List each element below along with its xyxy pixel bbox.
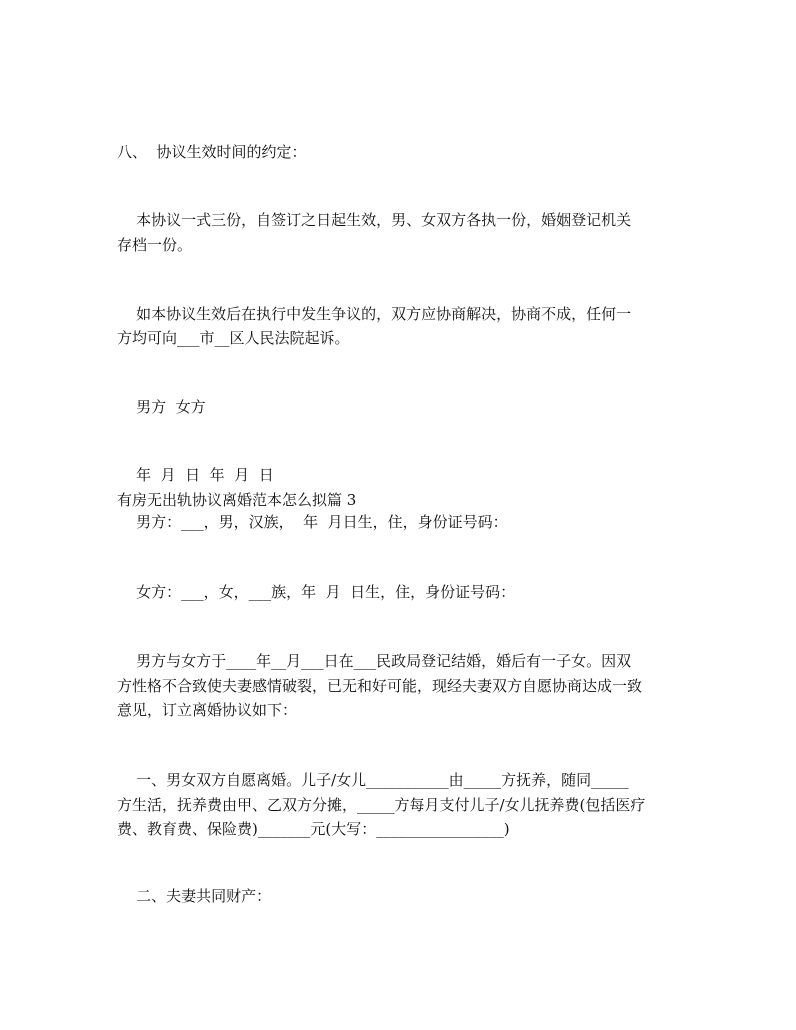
paragraph-1-line-1: 本协议一式三份，自签订之日起生效，男、女双方各执一份，婚姻登记机关	[117, 211, 632, 229]
clause-2-heading: 二、夫妻共同财产：	[117, 887, 272, 905]
paragraph-3-line-3: 意见，订立离婚协议如下：	[117, 701, 298, 719]
male-party-info: 男方：___，男，汉族， 年 月日生，住，身份证号码：	[117, 513, 508, 531]
signature-dates: 年 月 日 年 月 日	[117, 466, 274, 484]
clause-1-line-2: 方生活，抚养费由甲、乙双方分摊，_____方每月支付儿子/女儿抚养费(包括医疗	[117, 796, 646, 814]
paragraph-2-line-1: 如本协议生效后在执行中发生争议的，双方应协商解决，协商不成，任何一	[117, 305, 632, 323]
clause-1-line-3: 费、教育费、保险费)_______元(大写：_________________)	[117, 820, 510, 838]
female-party-info: 女方：___，女，___族，年 月 日生，住，身份证号码：	[117, 583, 516, 601]
clause-1-line-1: 一、男女双方自愿离婚。儿子/女儿___________由_____方抚养，随同_____	[117, 771, 629, 789]
article-title: 有房无出轨协议离婚范本怎么拟篇 3	[117, 491, 357, 509]
paragraph-3-line-1: 男方与女方于____年__月___日在___民政局登记结婚，婚后有一子女。因双	[117, 652, 632, 670]
section-8-heading: 八、 协议生效时间的约定：	[117, 143, 307, 161]
paragraph-2-line-2: 方均可向___市__区人民法院起诉。	[117, 329, 350, 347]
signature-parties: 男方 女方	[117, 398, 206, 416]
paragraph-3-line-2: 方性格不合致使夫妻感情破裂，已无和好可能，现经夫妻双方自愿协商达成一致	[117, 677, 643, 695]
paragraph-1-line-2: 存档一份。	[117, 236, 193, 254]
